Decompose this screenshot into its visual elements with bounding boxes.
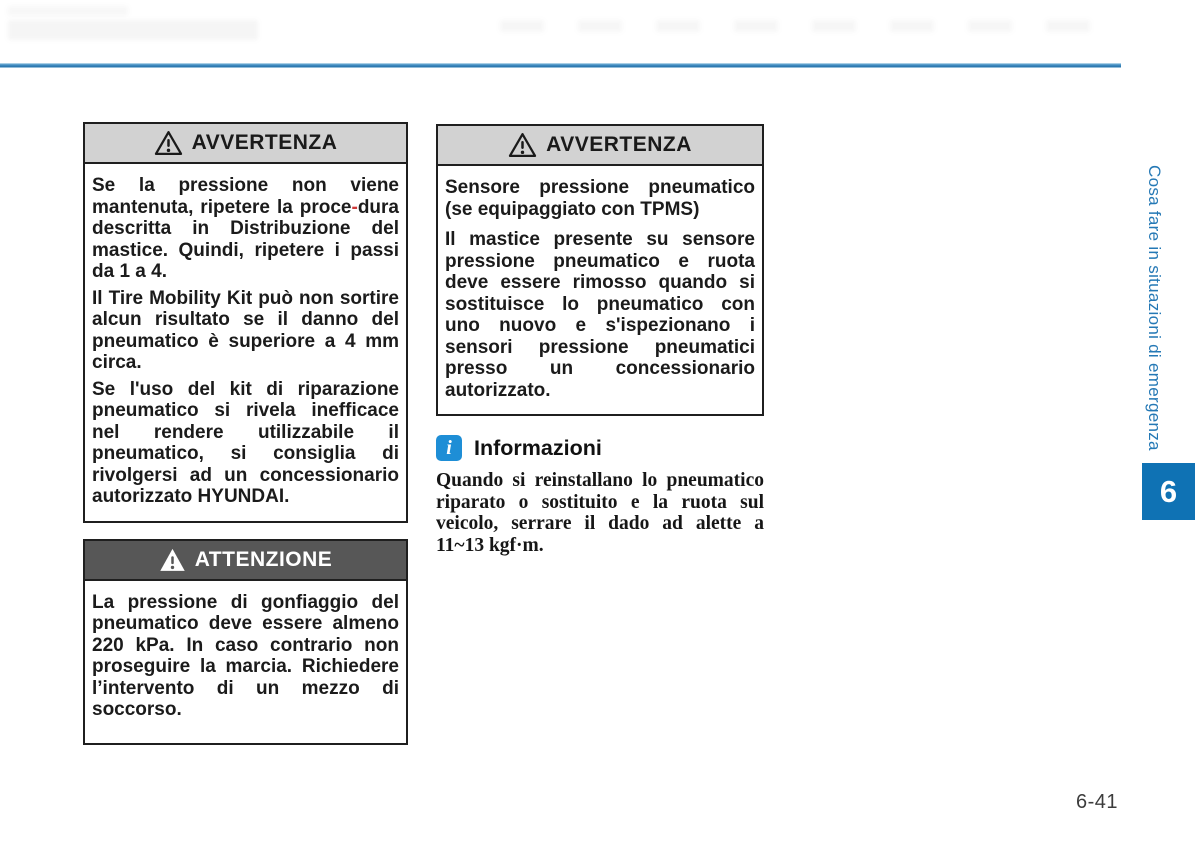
- warning-left-paragraph-2: Il Tire Mobility Kit può non sortire alcun risultato se il danno del pneumatico è superiore a 4 mm circa.: [92, 287, 399, 373]
- info-section: [436, 435, 764, 556]
- caution-paragraph-1: La pressione di gonfiaggio del pneumatico deve essere almeno 220 kPa. In caso contrario non proseguire la marcia. Richiedere l’intervento di un mezzo di soccorso.: [92, 591, 399, 720]
- info-header: [436, 435, 764, 461]
- right-column: [436, 124, 764, 556]
- info-paragraph: Quando si reinstallano lo pneumatico riparato o sostituito e la ruota sul veicolo, serrare il dado ad alette a 11~13 kgf·m.: [436, 470, 764, 556]
- warning-right-paragraph-1: Sensore pressione pneumatico (se equipaggiato con TPMS): [445, 177, 755, 220]
- print-bleed-artifact: [8, 20, 258, 40]
- warning-triangle-outline-icon: [508, 132, 537, 158]
- warning-box-left-header: [85, 124, 406, 164]
- paragraph-text: Se la pressione non viene mantenuta, ripetere la proce: [92, 175, 399, 218]
- chapter-number-badge: 6: [1142, 463, 1195, 520]
- caution-box-header: [85, 541, 406, 581]
- warning-triangle-outline-icon: [154, 130, 183, 156]
- warning-box-right-header: [438, 126, 762, 166]
- warning-left-paragraph-3: Se l'uso del kit di riparazione pneumatico si rivela inefficace nel rendere utilizzabile il pneumatico, si consiglia di rivolgersi ad un concessionario autorizzato HYUNDAI.: [92, 378, 399, 507]
- warning-left-paragraph-1: [92, 175, 399, 283]
- caution-box-title: ATTENZIONE: [194, 547, 333, 571]
- left-column: [83, 122, 408, 745]
- info-title: Informazioni: [474, 435, 602, 460]
- info-icon: i: [436, 435, 462, 461]
- warning-box-left: [83, 122, 408, 523]
- warning-triangle-filled-icon: [159, 548, 186, 572]
- print-bleed-artifact: [8, 6, 128, 16]
- paragraph-text: dura descritta in Distribuzione del mastice. Quindi, ripetere i passi da 1 a 4.: [92, 196, 399, 282]
- sidebar-chapter-label: Cosa fare in situazioni di emergenza: [1145, 165, 1164, 451]
- print-bleed-artifact: [500, 20, 1120, 32]
- warning-box-left-title: AVVERTENZA: [191, 131, 338, 154]
- caution-box-body: [85, 581, 406, 743]
- page-number: 6-41: [1076, 791, 1119, 813]
- warning-box-right: [436, 124, 764, 416]
- warning-box-right-body: [438, 166, 762, 414]
- warning-box-left-body: [85, 164, 406, 521]
- warning-box-right-title: AVVERTENZA: [546, 133, 692, 156]
- warning-right-paragraph-2: Il mastice presente su sensore pressione pneumatico e ruota deve essere rimosso quando si sostituisce lo pneumatico con uno nuovo e s'ispezionano i sensori pressione pneumatici presso un concessionario autorizzato.: [445, 229, 755, 401]
- header-rule: [0, 63, 1121, 68]
- caution-box: [83, 539, 408, 745]
- red-hyphen: -: [351, 196, 358, 218]
